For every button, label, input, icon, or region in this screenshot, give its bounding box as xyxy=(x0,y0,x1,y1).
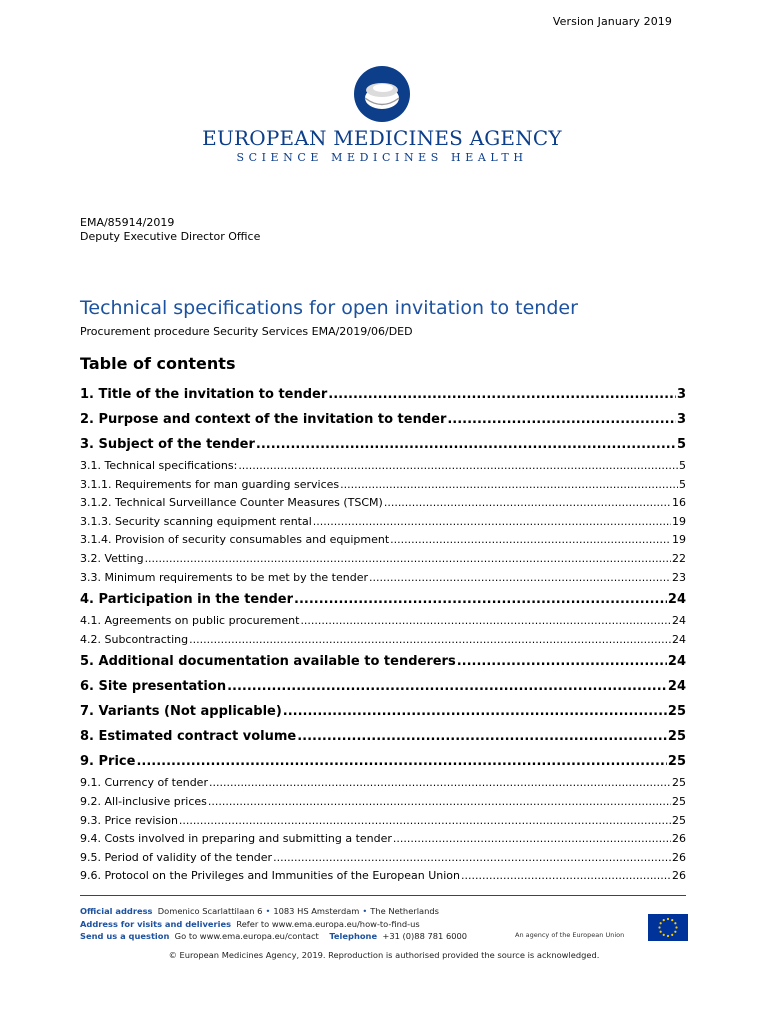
toc-entry-title: 9.1. Currency of tender xyxy=(80,776,208,790)
toc-entry-title: 9.3. Price revision xyxy=(80,813,178,827)
question-label: Send us a question xyxy=(80,931,170,941)
document-title: Technical specifications for open invitation to tender xyxy=(80,297,578,319)
contact-link[interactable]: Go to www.ema.europa.eu/contact xyxy=(174,931,319,941)
toc-entry[interactable] xyxy=(80,832,686,851)
toc-entry-title: 9. Price xyxy=(80,754,136,770)
eu-flag-star xyxy=(674,931,676,933)
toc-entry-page: 25 xyxy=(667,704,686,720)
eu-flag-icon xyxy=(648,914,688,941)
toc-leader-dots xyxy=(238,459,678,472)
toc-entry[interactable] xyxy=(80,633,686,652)
toc-entry[interactable] xyxy=(80,869,686,888)
toc-entry[interactable] xyxy=(80,751,686,776)
toc-entry-page: 24 xyxy=(667,679,686,695)
toc-entry-title: 8. Estimated contract volume xyxy=(80,729,297,745)
eu-flag-star xyxy=(660,922,662,924)
footer-contact: Official address Domenico Scarlattilaan 6 • 1083 HS Amsterdam • The Netherlands Address for visits and deliveries Refer to www.ema.europa.eu/how-to-find-us Send us a question Go to www.ema.europa.eu/contact Telephone +31 (0)88 781 6000 xyxy=(80,906,468,941)
toc-entry-title: 7. Variants (Not applicable) xyxy=(80,704,282,720)
toc-entry-title: 3. Subject of the tender xyxy=(80,437,255,452)
toc-entry[interactable] xyxy=(80,515,686,534)
toc-entry-page: 25 xyxy=(667,729,686,745)
toc-entry-title: 3.1.2. Technical Surveillance Counter Measures (TSCM) xyxy=(80,496,383,510)
toc-entry-page: 19 xyxy=(672,514,686,528)
toc-entry-title: 9.6. Protocol on the Privileges and Immunities of the European Union xyxy=(80,869,460,883)
toc-entry-page: 5 xyxy=(679,459,686,472)
eu-flag-star xyxy=(663,934,665,936)
toc-leader-dots xyxy=(390,533,671,546)
footer-divider xyxy=(80,895,686,896)
toc-entry-title: 9.4. Costs involved in preparing and submitting a tender xyxy=(80,832,392,846)
toc-entry-page: 26 xyxy=(672,850,686,864)
toc-leader-dots xyxy=(340,478,678,491)
toc-entry-page: 5 xyxy=(676,437,686,452)
toc-leader-dots xyxy=(227,679,667,694)
toc-entry-page: 19 xyxy=(672,533,686,547)
toc-entry[interactable] xyxy=(80,478,686,497)
toc-entry-page: 24 xyxy=(667,654,686,670)
eu-flag-star xyxy=(671,919,673,921)
toc-entry-title: 3.1.3. Security scanning equipment rental xyxy=(80,514,312,528)
toc-entry-title: 6. Site presentation xyxy=(80,679,227,695)
toc-leader-dots xyxy=(136,754,666,769)
toc-entry[interactable] xyxy=(80,814,686,833)
toc-leader-dots xyxy=(209,776,671,789)
eu-flag-star xyxy=(671,934,673,936)
eu-agency-note: An agency of the European Union xyxy=(515,931,625,939)
toc-entry[interactable] xyxy=(80,795,686,814)
eu-flag-star xyxy=(660,931,662,933)
toc-entry[interactable] xyxy=(80,589,686,614)
toc-entry-page: 16 xyxy=(672,496,686,510)
toc-leader-dots xyxy=(328,387,676,402)
toc-leader-dots xyxy=(297,729,667,744)
eu-flag-star xyxy=(674,922,676,924)
toc-leader-dots xyxy=(294,592,667,607)
issuing-office: Deputy Executive Director Office xyxy=(80,230,261,243)
toc-entry-page: 25 xyxy=(672,776,686,790)
toc-entry[interactable] xyxy=(80,409,686,434)
toc-entry-page: 25 xyxy=(667,754,686,770)
official-postcode: 1083 HS Amsterdam xyxy=(273,906,360,916)
toc-entry-page: 24 xyxy=(667,592,686,608)
toc-entry-page: 5 xyxy=(679,477,686,491)
toc-entry[interactable] xyxy=(80,701,686,726)
toc-entry[interactable] xyxy=(80,614,686,633)
toc-entry[interactable] xyxy=(80,676,686,701)
toc-entry-page: 24 xyxy=(672,632,686,646)
toc-entry-title: 3.1.4. Provision of security consumables and equipment xyxy=(80,533,390,547)
official-street: Domenico Scarlattilaan 6 xyxy=(157,906,263,916)
toc-leader-dots xyxy=(447,412,676,427)
toc-leader-dots xyxy=(369,571,671,584)
toc-entry-title: 2. Purpose and context of the invitation to tender xyxy=(80,412,447,427)
toc-entry[interactable] xyxy=(80,726,686,751)
telephone-number: +31 (0)88 781 6000 xyxy=(382,931,468,941)
toc-leader-dots xyxy=(384,496,671,509)
toc-entry-page: 3 xyxy=(676,387,686,402)
toc-entry-title: 1. Title of the invitation to tender xyxy=(80,387,328,402)
toc-entry-page: 23 xyxy=(672,570,686,584)
toc-leader-dots xyxy=(273,851,671,864)
toc-leader-dots xyxy=(208,795,671,808)
eu-flag-star xyxy=(675,926,677,928)
official-country: The Netherlands xyxy=(370,906,439,916)
toc-entry-page: 25 xyxy=(672,794,686,808)
toc-entry[interactable] xyxy=(80,776,686,795)
toc-entry-title: 3.3. Minimum requirements to be met by the tender xyxy=(80,570,369,584)
toc-entry-page: 26 xyxy=(672,832,686,846)
version-label: Version January 2019 xyxy=(552,15,672,28)
toc-entry[interactable] xyxy=(80,851,686,870)
toc-entry-title: 3.1.1. Requirements for man guarding services xyxy=(80,477,340,491)
toc-entry-title: 9.2. All-inclusive prices xyxy=(80,794,207,808)
toc-entry-title: 3.1. Technical specifications: xyxy=(80,459,238,472)
toc-leader-dots xyxy=(189,633,671,646)
toc-leader-dots xyxy=(145,552,671,565)
toc-leader-dots xyxy=(283,704,667,719)
eu-flag-star xyxy=(667,935,669,937)
toc-entry[interactable] xyxy=(80,384,686,409)
toc-entry-title: 5. Additional documentation available to tenderers xyxy=(80,654,456,670)
document-reference-block xyxy=(80,216,260,244)
toc-entry-title: 4. Participation in the tender xyxy=(80,592,294,608)
toc-entry[interactable] xyxy=(80,651,686,676)
toc-leader-dots xyxy=(461,869,671,882)
eu-flag-star xyxy=(667,918,669,920)
eu-flag-star xyxy=(658,926,660,928)
agency-logo xyxy=(201,36,563,199)
toc-leader-dots xyxy=(313,515,671,528)
toc-entry-page: 22 xyxy=(672,551,686,565)
visits-link[interactable]: Refer to www.ema.europa.eu/how-to-find-us xyxy=(236,918,420,929)
agency-name: EUROPEAN MEDICINES AGENCY xyxy=(202,126,562,150)
toc-leader-dots xyxy=(179,814,671,827)
toc-heading: Table of contents xyxy=(80,354,236,373)
toc-entry-title: 9.5. Period of validity of the tender xyxy=(80,850,273,864)
toc-entry[interactable] xyxy=(80,533,686,552)
toc-entry-page: 24 xyxy=(672,614,686,628)
toc-leader-dots xyxy=(457,654,667,669)
agency-tagline: SCIENCE MEDICINES HEALTH xyxy=(236,151,528,164)
toc-leader-dots xyxy=(300,614,671,627)
ema-emblem-icon xyxy=(353,65,411,123)
table-of-contents xyxy=(80,384,686,888)
toc-entry-title: 3.2. Vetting xyxy=(80,551,144,565)
official-address-label: Official address xyxy=(80,906,153,916)
toc-leader-dots xyxy=(256,437,676,452)
toc-entry[interactable] xyxy=(80,434,686,459)
toc-entry[interactable] xyxy=(80,552,686,571)
toc-entry-page: 26 xyxy=(672,869,686,883)
eu-flag-star xyxy=(663,919,665,921)
toc-entry-title: 4.1. Agreements on public procurement xyxy=(80,614,300,628)
toc-entry-page: 25 xyxy=(672,813,686,827)
copyright-notice: © European Medicines Agency, 2019. Reproduction is authorised provided the source is acknowledged. xyxy=(168,950,600,960)
toc-entry[interactable] xyxy=(80,571,686,590)
document-reference: EMA/85914/2019 xyxy=(80,216,175,229)
toc-entry[interactable] xyxy=(80,459,686,478)
toc-entry-page: 3 xyxy=(676,412,686,427)
telephone-label: Telephone xyxy=(329,931,378,941)
document-subtitle: Procurement procedure Security Services EMA/2019/06/DED xyxy=(80,325,413,338)
toc-leader-dots xyxy=(393,832,671,845)
toc-entry-title: 4.2. Subcontracting xyxy=(80,632,189,646)
visits-label: Address for visits and deliveries xyxy=(80,918,232,929)
toc-entry[interactable] xyxy=(80,496,686,515)
